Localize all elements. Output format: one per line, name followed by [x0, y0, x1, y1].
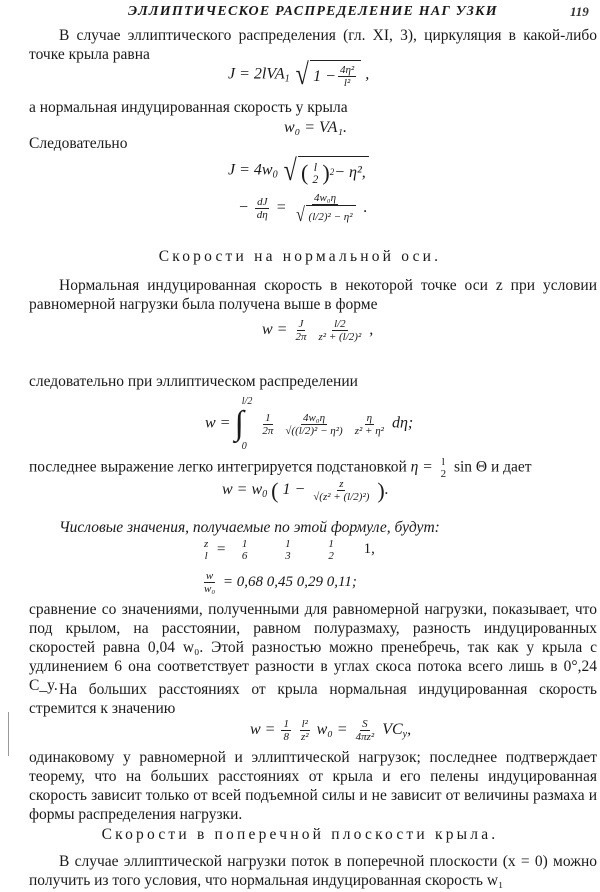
- formula-text: 2: [304, 424, 311, 437]
- formula-w-uniform: [262, 318, 373, 343]
- numerator: z: [339, 478, 344, 490]
- punctuation: ,: [365, 65, 370, 83]
- formula-text: l: [347, 491, 351, 503]
- fraction: [283, 412, 344, 437]
- left-paren: (: [301, 160, 309, 185]
- lower-limit: 0: [241, 441, 247, 452]
- fraction: [353, 412, 386, 437]
- running-title: ЭЛЛИПТИЧЕСКОЕ РАСПРЕДЕЛЕНИЕ НАГ УЗКИ: [128, 4, 498, 19]
- denominator: √((l/2)² − η²): [285, 424, 343, 437]
- numerator: 4w₀η: [302, 411, 326, 424]
- table-cell: 0,11;: [326, 573, 357, 590]
- radical-sign-icon: √: [295, 204, 305, 226]
- numerator: 1: [328, 538, 334, 550]
- margin-mark: [8, 712, 9, 756]
- integral-sign-icon: ∫: [234, 405, 244, 442]
- numerator: z: [204, 538, 209, 550]
- fraction: [354, 718, 377, 743]
- radical-sign-icon: √: [283, 154, 297, 187]
- fraction: [255, 196, 270, 221]
- denominator: √(z² + (l/2)²): [313, 491, 370, 503]
- values-row-z-over-l: [200, 538, 375, 562]
- equals: =: [216, 541, 227, 558]
- formula-text: dη;: [391, 414, 414, 432]
- formula-integral: [205, 392, 413, 456]
- subscript: y: [402, 729, 408, 741]
- fraction: [281, 718, 291, 743]
- numerator: w: [205, 570, 214, 582]
- denominator: w₀: [204, 583, 216, 595]
- numerator: l: [441, 456, 445, 468]
- fraction: [316, 318, 363, 343]
- denominator: z² + (l/2)²: [318, 331, 362, 343]
- numerator: 1: [285, 538, 291, 550]
- section-heading-normal-axis: Скорости на нормальной оси.: [158, 248, 442, 265]
- paragraph-induced-velocity: а нормальная индуцированная скорость у крыла: [29, 99, 348, 116]
- radicand: ( l / 2 )² − η²: [306, 205, 356, 225]
- fraction: [293, 192, 358, 225]
- subscript: 0: [262, 489, 268, 501]
- fraction: [311, 478, 371, 503]
- denominator: 2: [440, 468, 447, 480]
- formula-text: l: [298, 424, 302, 437]
- paragraph-numeric-values: [29, 518, 597, 537]
- fraction: [439, 456, 449, 480]
- radicand: [298, 156, 369, 186]
- formula-text: 1 −: [313, 68, 336, 85]
- formula-circulation: [228, 60, 369, 90]
- denominator: 2π: [262, 424, 274, 437]
- equals: =: [222, 573, 234, 590]
- section-heading-transverse-plane: Скорости в поперечной плоскости крыла.: [101, 826, 499, 843]
- denominator: 3: [285, 550, 291, 562]
- formula-text: − η²: [320, 424, 340, 437]
- fraction: [338, 64, 356, 89]
- formula-text: z² +: [322, 491, 341, 503]
- subscript: 1: [284, 73, 290, 85]
- text-run: последнее выражение легко интегрируется подстановкой: [29, 458, 407, 476]
- formula-text: 2: [318, 210, 324, 223]
- page-number: 119: [570, 4, 589, 19]
- fraction: [310, 161, 320, 185]
- formula-text: 2: [348, 331, 355, 343]
- exponent: 2: [329, 167, 335, 177]
- formula-text: η =: [410, 458, 433, 476]
- denominator: dη: [256, 209, 268, 221]
- paragraph-large-distances: На больших расстояниях от крыла нормальная индуцированная скорость стремится к значению: [29, 681, 597, 717]
- table-cell: [283, 538, 293, 562]
- table-cell: 1,: [363, 541, 375, 558]
- formula-text: w =: [250, 721, 276, 739]
- right-paren: ): [377, 478, 385, 503]
- denominator: z² + η²: [354, 424, 384, 437]
- fraction: [293, 318, 308, 343]
- formula-text: w =: [262, 321, 288, 339]
- values-row-w-over-w0: [200, 570, 357, 595]
- fraction: [260, 412, 275, 437]
- paragraph-uniform-load: Нормальная индуцированная скорость в некоторой точке оси z при условии равномерной нагрузки была получена выше в форме: [29, 277, 597, 313]
- row-label: [202, 538, 210, 562]
- denominator: 4πz²: [355, 731, 375, 743]
- numerator: J: [298, 318, 304, 330]
- square-root: [294, 60, 362, 90]
- numerator: l/2: [334, 318, 346, 330]
- formula-text: w₀ =: [316, 721, 348, 739]
- formula-text: 2: [353, 491, 359, 503]
- square-root: [295, 205, 356, 225]
- formula-text: 1 −: [282, 481, 306, 499]
- formula-w-elliptic: [222, 478, 389, 504]
- numerator: dJ: [257, 196, 268, 208]
- paragraph-circulation: В случае эллиптического распределения (гл. XI, 3), циркуляция в какой-либо точке крыла равна: [29, 27, 597, 63]
- left-paren: (: [271, 478, 279, 503]
- numerator: 4w₀η: [313, 192, 337, 204]
- formula-text: − η²: [333, 210, 353, 223]
- paragraph-transverse-flow: В случае эллиптической нагрузки поток в поперечной плоскости (x = 0) можно получить из того условия, что нормальная индуцированная скорость w₁: [29, 853, 597, 889]
- numerator: l²: [301, 718, 308, 730]
- paragraph-elliptic-case: следовательно при эллиптическом распределении: [29, 373, 358, 390]
- formula-text: z² +: [318, 331, 337, 343]
- formula-text: l: [312, 210, 316, 223]
- formula-text: VC: [382, 721, 403, 739]
- numerator: η: [366, 411, 373, 424]
- integral-limits: [242, 392, 253, 456]
- formula-circulation-w0: [228, 156, 369, 186]
- denominator: 2: [312, 171, 319, 186]
- paragraph-comparison: сравнение со значениями, полученными для равномерной нагрузки, показывает, что под крылом, на расстоянии, равном полуразмаху, разность индуцированных скоростей равна 0,04 w₀. Этой разностью можно пренебречь, так как у крыла с удлинением 6 она соответствует разности в углах скоса потока всего лишь в 0°,24 C_y.: [29, 601, 597, 694]
- paragraph-consequently: Следовательно: [29, 135, 128, 152]
- denominator: 2: [328, 550, 334, 562]
- formula-text: − η²,: [334, 164, 366, 181]
- table-cell: 0,29: [296, 573, 324, 590]
- punctuation: ,: [407, 721, 412, 739]
- punctuation: .: [384, 481, 389, 499]
- row-label: [202, 570, 217, 595]
- formula-derivative: [238, 192, 368, 225]
- denominator: [293, 205, 358, 225]
- formula-far-field: [250, 718, 411, 744]
- formula-text: w =: [205, 414, 231, 432]
- text-run: Числовые значения, получаемые по этой формуле, будут:: [59, 519, 440, 536]
- formula-text: J = 4w: [228, 161, 273, 179]
- punctuation: .: [363, 199, 368, 217]
- formula-text: l: [342, 331, 346, 343]
- denominator: z²: [300, 731, 309, 743]
- table-cell: [240, 538, 250, 562]
- numerator: S: [362, 718, 368, 730]
- formula-text: J = 2lVA: [228, 65, 285, 83]
- text-run: sin Θ и дает: [453, 458, 532, 476]
- denominator: 6: [241, 550, 248, 562]
- numerator: 1: [265, 411, 271, 424]
- formula-w0: w₀ = VA₁.: [284, 119, 347, 136]
- punctuation: ,: [369, 321, 374, 339]
- paragraph-theorem: одинаковому у равномерной и эллиптической нагрузок; последнее подтверждает теорему, что на больших расстояниях от крыла и его пелены индуцированная скорость зависит только от всей подъемной силы и не зависит от величины размаха и формы распределения нагрузки.: [29, 749, 597, 823]
- fraction: [299, 718, 311, 743]
- subscript: 0: [272, 169, 278, 181]
- paragraph-substitution: [29, 456, 597, 480]
- numerator: l: [313, 159, 318, 174]
- formula-text: =: [275, 199, 287, 217]
- denominator: l: [204, 550, 208, 562]
- radical-sign-icon: √: [295, 58, 309, 91]
- square-root: [282, 156, 369, 186]
- upper-limit: l/2: [241, 396, 253, 407]
- table-cell: 0,45: [266, 573, 294, 590]
- denominator: 2π: [295, 331, 307, 343]
- right-paren: ): [322, 160, 330, 185]
- table-cell: 0,68: [236, 573, 264, 590]
- numerator: 1: [241, 538, 248, 550]
- denominator: l²: [343, 77, 351, 89]
- table-cell: [326, 538, 336, 562]
- radicand: [310, 60, 361, 90]
- numerator: 1: [283, 718, 289, 730]
- formula-text: −: [238, 199, 249, 217]
- numerator: 4η²: [339, 64, 355, 76]
- denominator: 8: [283, 731, 289, 743]
- formula-text: w = w: [222, 481, 263, 499]
